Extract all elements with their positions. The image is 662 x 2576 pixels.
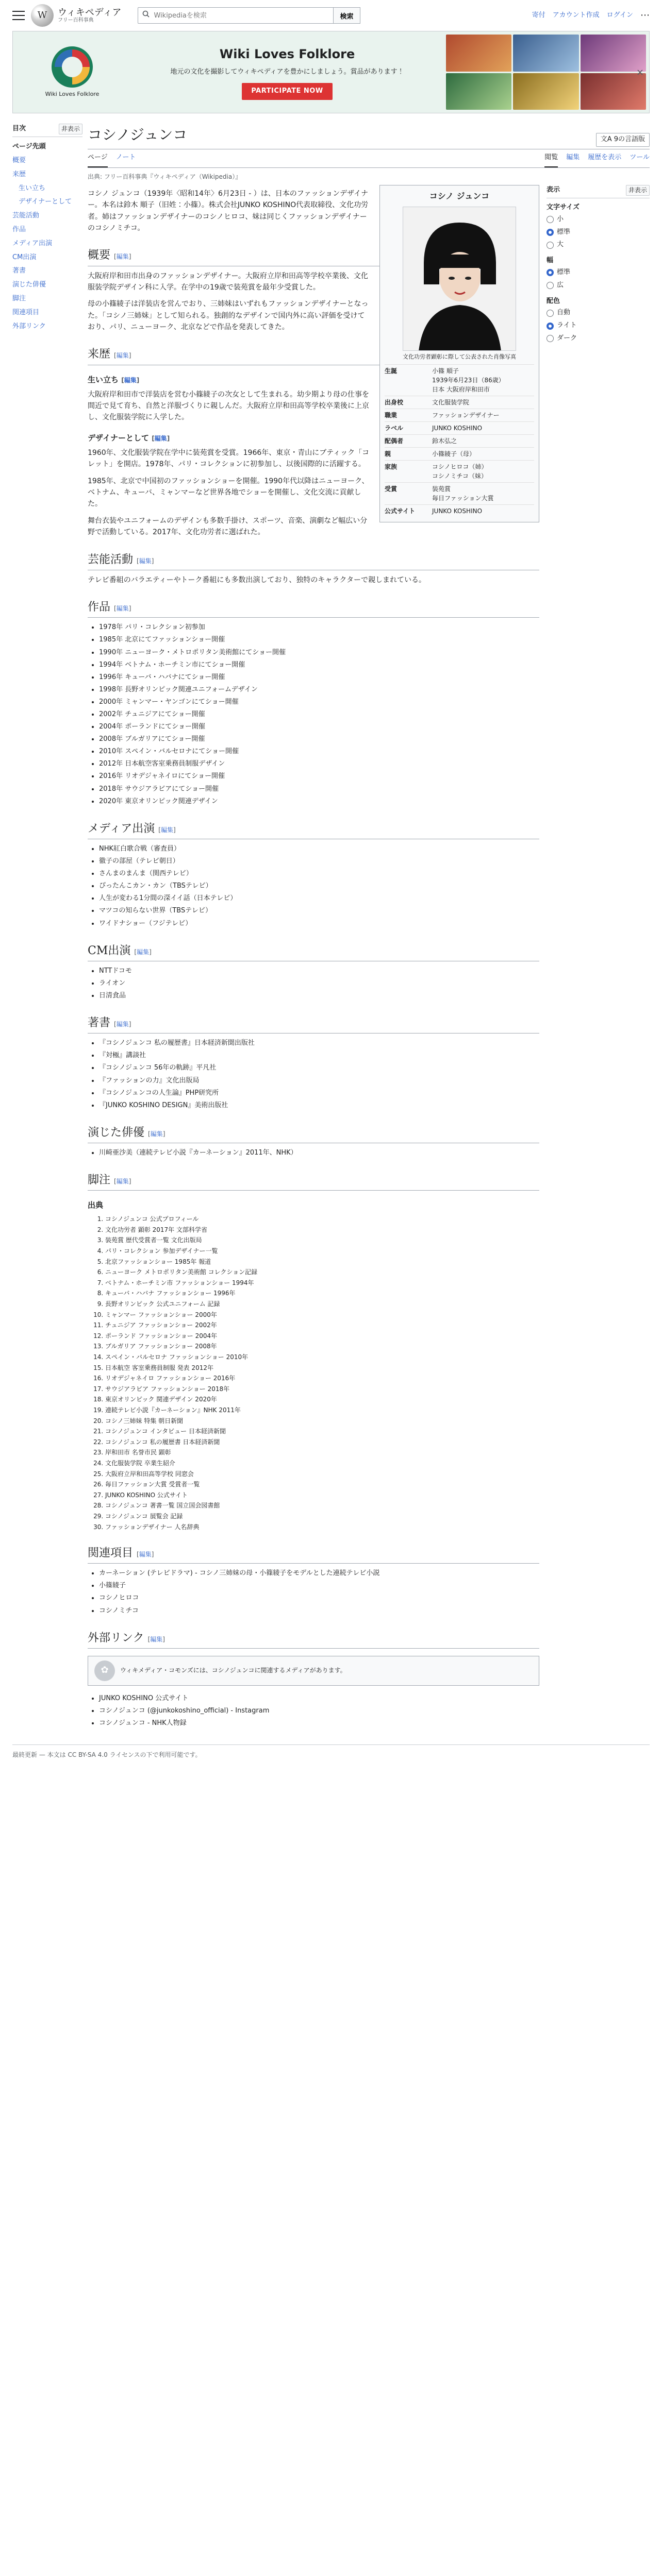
media-title: メディア出演 [88, 822, 155, 835]
works-item[interactable]: • 1978年 パリ・コレクション初参加 [99, 622, 539, 633]
media-item[interactable]: • 徹子の部屋（テレビ朝日） [99, 856, 539, 867]
edit-link[interactable]: 編集 [150, 1635, 163, 1643]
works-item[interactable]: • 1985年 北京にてファッションショー開催 [99, 634, 539, 646]
tab-page[interactable]: ページ [88, 149, 108, 167]
radio-button[interactable] [547, 242, 554, 249]
radio-button[interactable] [547, 335, 554, 342]
radio-option[interactable] [547, 226, 650, 239]
commons-text: ウィキメディア・コモンズには、コシノジュンコに関連するメディアがあります。 [120, 1667, 346, 1674]
tab-talk[interactable]: ノート [115, 153, 136, 161]
infobox-row [385, 504, 534, 517]
infobox-key: 受賞 [385, 485, 398, 493]
infobox-row [385, 421, 534, 434]
language-button[interactable]: 文A 9の言語版 [596, 133, 650, 147]
toc-header [12, 124, 82, 137]
toc-item[interactable]: 脚注 [12, 294, 26, 302]
external-link-item[interactable]: • コシノジュンコ (@junkokoshino_official) - Instagram [99, 1705, 539, 1717]
reference-item[interactable]: 11. チュニジア ファッションショー 2002年 [105, 1320, 539, 1330]
content-area [88, 185, 650, 1734]
works-list [88, 622, 539, 807]
cm-title: CM出演 [88, 944, 131, 957]
toc-title: 目次 [12, 125, 26, 132]
infobox-row [385, 409, 534, 421]
infobox-value[interactable]: JUNKO KOSHINO [432, 507, 483, 515]
tab-history[interactable]: 履歴を表示 [588, 153, 622, 161]
infobox-value[interactable]: 装苑賞 毎日ファッション大賞 [432, 485, 494, 502]
reference-item[interactable]: 12. ポーランド ファッションショー 2004年 [105, 1331, 539, 1341]
related-item[interactable]: • コシノミチコ [99, 1605, 539, 1617]
media-item[interactable]: • ぴったんこカン・カン（TBSテレビ） [99, 880, 539, 892]
donate-link[interactable]: 寄付 [532, 11, 545, 19]
portrait-photo[interactable] [403, 207, 516, 351]
refs-subheading: 出典 [88, 1200, 104, 1210]
related-item[interactable]: • 小篠綾子 [99, 1580, 539, 1591]
section-heading-actors: 演じた俳優 [編集] [88, 1124, 539, 1143]
section-heading: 来歴 [編集] [88, 345, 539, 365]
works-title: 作品 [88, 601, 111, 614]
article-body [88, 185, 539, 1734]
site-logo[interactable] [31, 4, 121, 27]
appearance-panel [547, 185, 650, 1734]
related-item[interactable]: • コシノヒロコ [99, 1592, 539, 1604]
site-tagline: フリー百科事典 [58, 18, 94, 24]
media-item[interactable]: • 人生が変わる1分間の深イイ話（日本テレビ） [99, 893, 539, 904]
banner-close-icon[interactable]: × [636, 67, 644, 78]
works-item[interactable]: • 1994年 ベトナム・ホーチミン市にてショー開催 [99, 659, 539, 671]
reference-item[interactable]: 24. 文化服装学院 卒業生紹介 [105, 1459, 539, 1468]
radio-label: 大 [557, 241, 564, 249]
toc-item[interactable]: 外部リンク [12, 322, 46, 330]
wikipedia-globe-icon: W [31, 4, 54, 27]
site-title: ウィキペディア [58, 7, 122, 18]
radio-label: 自動 [557, 309, 571, 317]
toc-item[interactable]: 作品 [12, 225, 26, 233]
external-title: 外部リンク [88, 1631, 144, 1645]
reference-item[interactable]: 14. スペイン・バルセロナ ファッションショー 2010年 [105, 1352, 539, 1362]
infobox-key: 配偶者 [385, 437, 404, 445]
edit-link[interactable]: 編集 [139, 1551, 152, 1558]
toc-item[interactable]: ページ先頭 [12, 143, 46, 151]
infobox-key: 出身校 [385, 399, 404, 406]
section-paragraph: 大阪府岸和田市で洋装店を営む小篠綾子の次女として生まれる。幼少期より母の仕事を間近で見て育ち、自然と洋服づくりに親しんだ。大阪府立岸和田高等学校卒業後に上京し、文化服装学院に入学した。 [88, 390, 369, 422]
edit-link[interactable]: 編集 [154, 434, 167, 442]
edit-link[interactable]: 編集 [139, 557, 152, 565]
section-title: 来歴 [88, 348, 111, 361]
page-tagline: 出典: フリー百科事典『ウィキペディア（Wikipedia）』 [88, 173, 242, 180]
infobox-row [385, 396, 534, 409]
commons-template [88, 1656, 539, 1686]
reference-item[interactable]: 5. 北京ファッションショー 1985年 報道 [105, 1257, 539, 1267]
page-footer: 最終更新 — 本文は CC BY-SA 4.0 ライセンスの下で利用可能です。 [12, 1744, 650, 1760]
toc-item[interactable]: 生い立ち [19, 184, 46, 192]
infobox-key: 親 [385, 450, 391, 458]
banner-photo [446, 73, 511, 110]
works-item[interactable]: • 2012年 日本航空客室乗務員制服デザイン [99, 758, 539, 770]
toc-item[interactable]: 関連項目 [12, 308, 40, 316]
reference-item[interactable]: 27. JUNKO KOSHINO 公式サイト [105, 1490, 539, 1500]
reference-item[interactable]: 29. コシノジュンコ 展覧会 記録 [105, 1512, 539, 1521]
books-title: 著書 [88, 1016, 111, 1030]
radio-label: ダーク [557, 334, 577, 342]
reference-item[interactable]: 9. 長野オリンピック 公式ユニフォーム 記録 [105, 1299, 539, 1309]
participate-button[interactable]: PARTICIPATE NOW [242, 83, 332, 100]
section-heading-related: 関連項目 [編集] [88, 1544, 539, 1564]
reference-item[interactable]: 21. コシノジュンコ インタビュー 日本経済新聞 [105, 1427, 539, 1436]
media-item[interactable]: • さんまのまんま（関西テレビ） [99, 868, 539, 879]
related-title: 関連項目 [88, 1547, 134, 1560]
radio-label: 標準 [557, 268, 571, 276]
radio-button[interactable] [547, 282, 554, 289]
refs-title: 脚注 [88, 1174, 111, 1187]
reference-item[interactable]: 28. コシノジュンコ 著書一覧 国立国会図書館 [105, 1501, 539, 1511]
works-item[interactable]: • 2000年 ミャンマー・ヤンゴンにてショー開催 [99, 697, 539, 708]
wiki-loves-folklore-logo [52, 46, 93, 88]
infobox-key: 生誕 [385, 367, 398, 375]
edit-link[interactable]: 編集 [137, 948, 150, 956]
external-link-item[interactable]: • コシノジュンコ - NHK人物録 [99, 1718, 539, 1729]
section-paragraph: 1960年、文化服装学院在学中に装苑賞を受賞。1966年、東京・青山にブティック「コレット」を開店。1978年、パリ・コレクションに初参加し、以後国際的に活躍する。 [88, 448, 370, 469]
reference-item[interactable]: 13. ブルガリア ファッションショー 2008年 [105, 1342, 539, 1351]
reference-item[interactable]: 17. サウジアラビア ファッションショー 2018年 [105, 1384, 539, 1394]
media-item[interactable]: • マツコの知らない世界（TBSテレビ） [99, 905, 539, 917]
section-paragraph: テレビ番組のバラエティーやトーク番組にも多数出演しており、独特のキャラクターで親しまれている。 [88, 575, 426, 584]
works-item[interactable]: • 2004年 ポーランドにてショー開催 [99, 721, 539, 733]
width-label: 幅 [547, 257, 554, 265]
infobox-row [385, 460, 534, 482]
banner-photo [446, 35, 511, 72]
subsection-title: 生い立ち [88, 375, 119, 384]
reference-item[interactable]: 8. キューバ・ハバナ ファッションショー 1996年 [105, 1289, 539, 1298]
edit-link[interactable]: 編集 [116, 352, 129, 360]
reference-item[interactable]: 16. リオデジャネイロ ファッションショー 2016年 [105, 1374, 539, 1383]
section-heading-books: 著書 [編集] [88, 1014, 539, 1033]
works-item[interactable]: • 2018年 サウジアラビアにてショー開催 [99, 784, 539, 795]
radio-label: ライト [557, 321, 577, 330]
toc-item[interactable]: 概要 [12, 156, 26, 164]
infobox-title: コシノ ジュンコ [429, 191, 490, 201]
section-heading-external: 外部リンク [編集] [88, 1629, 539, 1649]
radio-option[interactable] [547, 213, 650, 226]
reference-item[interactable]: 1. コシノジュンコ 公式プロフィール [105, 1214, 539, 1224]
edit-link[interactable]: 編集 [116, 1021, 129, 1028]
appearance-header [547, 185, 650, 198]
reference-item[interactable]: 2. 文化功労者 顕彰 2017年 文部科学省 [105, 1225, 539, 1235]
book-item[interactable]: • 『ファッションの力』文化出版局 [99, 1075, 539, 1087]
works-item[interactable]: • 2008年 ブルガリアにてショー開催 [99, 734, 539, 745]
lead-paragraph: コシノ ジュンコ（1939年〈昭和14年〉6月23日 - ）は、日本のファッションデザイナー。本名は鈴木 順子（旧姓：小篠）。株式会社JUNKO KOSHINO代表取締役、文化功労者。姉はファッションデザイナーのコシノヒロコ、妹は同じくファッションデザイナーのコシノミチコ。 [88, 189, 369, 232]
works-item[interactable]: • 2010年 スペイン・バルセロナにてショー開催 [99, 746, 539, 757]
works-item[interactable]: • 2016年 リオデジャネイロにてショー開催 [99, 771, 539, 782]
campaign-banner [12, 31, 650, 113]
radio-label: 広 [557, 281, 564, 289]
page-tabs [88, 149, 650, 168]
infobox-row [385, 482, 534, 504]
section-paragraph: 大阪府岸和田市出身のファッションデザイナー。大阪府立岸和田高等学校卒業後、文化服装学院デザイン科に入学。在学中の19歳で装苑賞を最年少受賞した。 [88, 272, 368, 292]
radio-label: 小 [557, 215, 564, 223]
book-item[interactable]: • 『JUNKO KOSHINO DESIGN』美術出版社 [99, 1100, 539, 1111]
radio-option[interactable] [547, 266, 650, 279]
books-list [88, 1038, 539, 1111]
infobox-value[interactable]: 鈴木弘之 [432, 437, 457, 445]
references-list [88, 1214, 539, 1532]
book-item[interactable]: • 『対極』講談社 [99, 1050, 539, 1061]
external-link-item[interactable]: • JUNKO KOSHINO 公式サイト [99, 1693, 539, 1704]
page-title: コシノジュンコ [88, 126, 188, 143]
cm-item[interactable]: • 日清食品 [99, 990, 539, 1002]
toc-hide-button[interactable]: 非表示 [59, 124, 82, 134]
banner-photo [513, 35, 578, 72]
toc-list [12, 140, 82, 333]
width-options [547, 266, 650, 292]
section-title: 芸能活動 [88, 553, 134, 566]
radio-button[interactable] [547, 323, 554, 330]
radio-option[interactable] [547, 307, 650, 319]
edit-link[interactable]: 編集 [116, 605, 129, 613]
commons-icon: ✿ [94, 1660, 115, 1681]
toc-item[interactable]: 著書 [12, 267, 26, 275]
infobox-value[interactable]: 小篠 順子 1939年6月23日（86歳） 日本 大阪府岸和田市 [432, 367, 505, 394]
banner-photo-collage [443, 31, 649, 113]
actors-list [88, 1147, 539, 1159]
infobox-key: 職業 [385, 412, 398, 419]
reference-item[interactable]: 10. ミャンマー ファッションショー 2000年 [105, 1310, 539, 1320]
reference-item[interactable]: 6. ニューヨーク メトロポリタン美術館 コレクション記録 [105, 1267, 539, 1277]
edit-link[interactable]: 編集 [160, 826, 173, 834]
text-size-options [547, 213, 650, 251]
appearance-hide-button[interactable]: 非表示 [626, 185, 650, 196]
infobox-row [385, 434, 534, 447]
reference-item[interactable]: 19. 連続テレビ小説『カーネーション』NHK 2011年 [105, 1405, 539, 1415]
cm-item[interactable]: • NTTドコモ [99, 965, 539, 977]
reference-item[interactable]: 15. 日本航空 客室乗務員制服 発表 2012年 [105, 1363, 539, 1373]
radio-option[interactable] [547, 239, 650, 251]
subsection-heading: 生い立ち [編集] [88, 375, 140, 384]
edit-link[interactable]: 編集 [124, 376, 137, 384]
section-paragraph: 舞台衣装やユニフォームのデザインも多数手掛け、スポーツ、音楽、演劇など幅広い分野で活動している。2017年、文化功労者に選ばれた。 [88, 516, 368, 537]
section-title: 概要 [88, 249, 111, 262]
search-form [138, 7, 360, 24]
search-icon [142, 10, 150, 21]
toc-sidebar [12, 124, 88, 1734]
subsection-title: デザイナーとして [88, 433, 149, 443]
edit-link[interactable]: 編集 [116, 1178, 129, 1185]
edit-link[interactable]: 編集 [116, 253, 129, 261]
toc-item[interactable]: 演じた俳優 [12, 281, 46, 289]
radio-option[interactable] [547, 319, 650, 332]
media-list [88, 843, 539, 929]
works-item[interactable]: • 2020年 東京オリンピック関連デザイン [99, 796, 539, 807]
book-item[interactable]: • 『コシノジュンコの人生論』PHP研究所 [99, 1088, 539, 1099]
reference-item[interactable]: 7. ベトナム・ホーチミン市 ファッションショー 1994年 [105, 1278, 539, 1288]
section-heading-cm: CM出演 [編集] [88, 942, 539, 961]
search-field[interactable] [138, 7, 334, 24]
reference-item[interactable]: 4. パリ・コレクション 参加デザイナー一覧 [105, 1246, 539, 1256]
works-item[interactable]: • 1998年 長野オリンピック関連ユニフォームデザイン [99, 684, 539, 696]
radio-button[interactable] [547, 269, 554, 276]
login-link[interactable]: ログイン [606, 11, 633, 19]
infobox-rows [385, 364, 534, 517]
reference-item[interactable]: 3. 装苑賞 歴代受賞者一覧 文化出版局 [105, 1235, 539, 1245]
media-item[interactable]: • ワイドナショー（フジテレビ） [99, 918, 539, 929]
tab-tools[interactable]: ツール [630, 153, 650, 161]
reference-item[interactable]: 23. 岸和田市 名誉市民 顕彰 [105, 1448, 539, 1458]
subsection-heading: デザイナーとして [編集] [88, 433, 170, 443]
color-options [547, 307, 650, 345]
infobox-value[interactable]: ファッションデザイナー [432, 412, 500, 419]
main-content [88, 124, 650, 1734]
infobox-value[interactable]: 小篠綾子（母） [432, 450, 476, 458]
external-list [88, 1693, 539, 1729]
infobox [379, 185, 539, 523]
book-item[interactable]: • 『コシノジュンコ 56年の軌跡』平凡社 [99, 1062, 539, 1074]
search-button[interactable]: 検索 [334, 7, 360, 24]
infobox-row [385, 364, 534, 396]
banner-logo-label: Wiki Loves Folklore [45, 91, 100, 98]
infobox-value[interactable]: JUNKO KOSHINO [432, 425, 483, 432]
reference-item[interactable]: 20. コシノ三姉妹 特集 朝日新聞 [105, 1416, 539, 1426]
appearance-title: 表示 [547, 185, 560, 194]
site-header [0, 0, 662, 31]
page-layout [0, 124, 662, 1734]
section-heading-refs: 脚注 [編集] [88, 1171, 539, 1191]
reference-item[interactable]: 26. 毎日ファッション大賞 受賞者一覧 [105, 1480, 539, 1489]
infobox-row [385, 447, 534, 460]
radio-button[interactable] [547, 229, 554, 236]
create-account-link[interactable]: アカウント作成 [552, 11, 600, 19]
banner-title: Wiki Loves Folklore [219, 47, 355, 61]
section-paragraph: 母の小篠綾子は洋装店を営んでおり、三姉妹はいずれもファッションデザイナーとなった。「コシノ三姉妹」として知られる。独創的なデザインで国内外に高い評価を受けており、パリ、ニューヨーク、北京などで作品を発表してきた。 [88, 300, 369, 332]
cm-list [88, 965, 539, 1002]
title-row [88, 124, 650, 149]
related-list [88, 1568, 539, 1616]
infobox-value[interactable]: 文化服装学院 [432, 399, 470, 406]
toc-item[interactable]: メディア出演 [12, 239, 52, 247]
infobox-key: 公式サイト [385, 507, 416, 515]
reference-item[interactable]: 30. ファッションデザイナー 人名辞典 [105, 1522, 539, 1532]
tab-edit[interactable]: 編集 [566, 153, 580, 161]
related-item[interactable]: • カーネーション (テレビドラマ) - コシノ三姉妹の母・小篠綾子をモデルとした連続テレビ小説 [99, 1568, 539, 1579]
actors-title: 演じた俳優 [88, 1126, 145, 1139]
reference-item[interactable]: 25. 大阪府立岸和田高等学校 同窓会 [105, 1469, 539, 1479]
actor-item[interactable]: • 川崎亜沙美（連続テレビ小説『カーネーション』2011年、NHK） [99, 1147, 539, 1159]
banner-description: 地元の文化を撮影してウィキペディアを豊かにしましょう。賞品があります！ [170, 68, 404, 76]
section-paragraph: 1985年、北京で中国初のファッションショーを開催。1990年代以降はニューヨーク、ベトナム、キューバ、ミャンマーなど世界各地でショーを開催し、文化交流に貢献した。 [88, 477, 369, 509]
works-item[interactable]: • 2002年 チュニジアにてショー開催 [99, 709, 539, 720]
radio-option[interactable] [547, 279, 650, 292]
reference-item[interactable]: 18. 東京オリンピック 関連デザイン 2020年 [105, 1395, 539, 1404]
infobox-key: ラベル [385, 425, 404, 432]
toc-item[interactable]: CM出演 [12, 253, 37, 261]
toc-item[interactable]: 来歴 [12, 170, 26, 178]
section-heading-media: メディア出演 [編集] [88, 820, 539, 839]
portrait-caption: 文化功労者顕彰に際して公表された肖像写真 [403, 353, 516, 360]
works-item[interactable]: • 1990年 ニューヨーク・メトロポリタン美術館にてショー開催 [99, 647, 539, 658]
color-label: 配色 [547, 297, 560, 305]
text-size-label: 文字サイズ [547, 203, 580, 211]
section-heading-works: 作品 [編集] [88, 598, 539, 618]
search-input[interactable] [153, 11, 329, 20]
toc-item[interactable]: デザイナーとして [19, 198, 72, 206]
radio-label: 標準 [557, 228, 571, 236]
book-item[interactable]: • 『コシノジュンコ 私の履歴書』日本経済新聞出版社 [99, 1038, 539, 1049]
user-links [532, 8, 650, 23]
section-heading: 芸能活動 [編集] [88, 551, 539, 570]
edit-link[interactable]: 編集 [150, 1130, 163, 1138]
radio-button[interactable] [547, 310, 554, 317]
radio-button[interactable] [547, 216, 554, 223]
media-item[interactable]: • NHK紅白歌合戦（審査員） [99, 843, 539, 855]
tab-read[interactable]: 閲覧 [544, 149, 558, 167]
radio-option[interactable] [547, 332, 650, 345]
cm-item[interactable]: • ライオン [99, 978, 539, 989]
infobox-key: 家族 [385, 463, 398, 471]
reference-item[interactable]: 22. コシノジュンコ 私の履歴書 日本経済新聞 [105, 1437, 539, 1447]
main-menu-icon[interactable] [12, 11, 25, 20]
section-heading: 概要 [編集] [88, 246, 539, 266]
infobox-value[interactable]: コシノヒロコ（姉） コシノミチコ（妹） [432, 463, 488, 480]
banner-photo [513, 73, 578, 110]
toc-item[interactable]: 芸能活動 [12, 212, 40, 220]
works-item[interactable]: • 1996年 キューバ・ハバナにてショー開催 [99, 672, 539, 683]
more-options-icon[interactable]: ⋯ [640, 9, 650, 21]
